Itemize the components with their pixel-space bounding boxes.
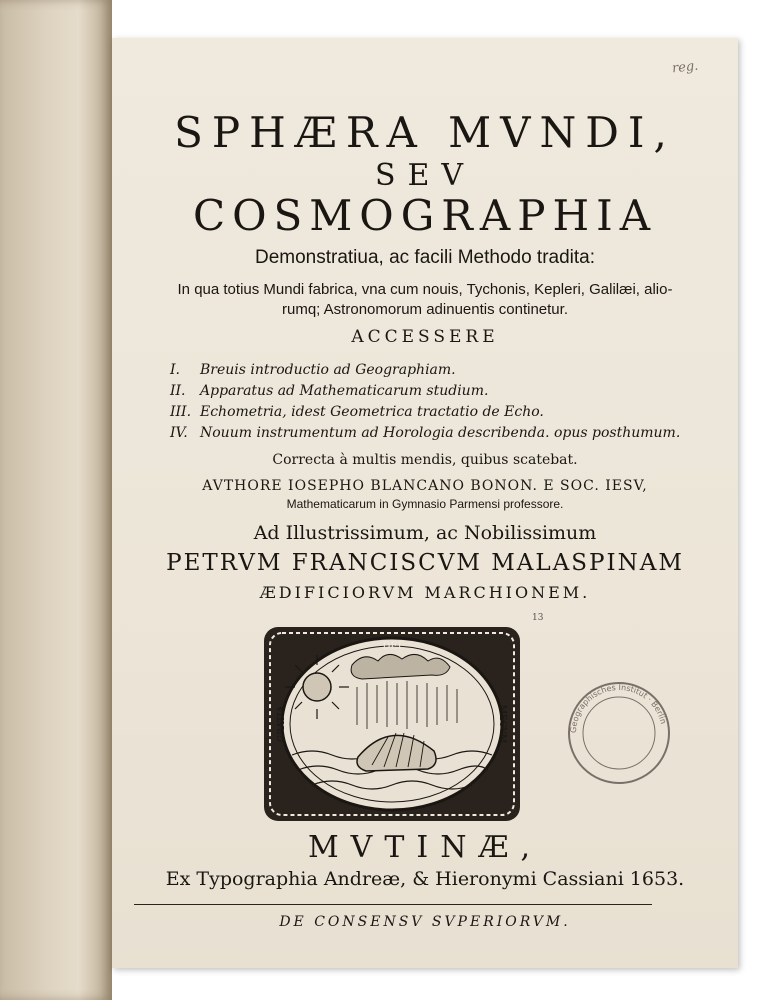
city-line: MVTINÆ, [307, 830, 543, 865]
dedication-line-3: ÆDIFICIORVM MARCHIONEM. [259, 583, 591, 602]
list-item-text: Echometria, idest Geometrica tractatio de Echo. [200, 404, 544, 420]
subtitle: Demonstratiua, ac facili Methodo tradita: [254, 247, 596, 268]
printer-line: Ex Typographia Andreæ, & Hieronymi Cassiani 1653. [165, 868, 685, 890]
handwritten-note: reg. [671, 58, 700, 77]
list-item [170, 381, 690, 402]
list-item [170, 402, 690, 423]
title-line-2: SEV [374, 158, 476, 193]
title-line-1: SPHÆRA MVNDI, [174, 108, 676, 157]
correcta-line: Correcta à multis mendis, quibus scatebat. [272, 452, 578, 468]
title-page [112, 38, 738, 968]
list-item-text: Breuis introductio ad Geographiam. [200, 362, 456, 378]
sun-cloud-shell-emblem-icon [262, 625, 522, 823]
title-line-3: COSMOGRAPHIA [192, 191, 658, 240]
list-item-numeral: I. [170, 362, 180, 378]
emblem-motto-top: DEI [382, 641, 402, 652]
dedication-line-2: PETRVM FRANCISCVM MALASPINAM [166, 550, 684, 576]
emblem-motto-left: GRATIA [277, 705, 287, 743]
list-item-numeral: IV. [170, 425, 188, 441]
dedication-line-1: Ad Illustrissimum, ac Nobilissimum [253, 522, 597, 544]
emblem-motto-right: MECVM [497, 704, 507, 744]
margin-number: 13 [532, 613, 544, 623]
description-line-2: rumq; Astronomorum adinuentis continetur. [282, 301, 568, 318]
license-line: DE CONSENSV SVPERIORVM. [279, 914, 571, 930]
list-item [170, 423, 690, 444]
accessere-heading: ACCESSERE [351, 327, 499, 347]
horizontal-rule [134, 904, 652, 905]
list-item-numeral: II. [170, 383, 186, 399]
list-item-numeral: III. [170, 404, 192, 420]
list-item-text: Apparatus ad Mathematicarum studium. [200, 383, 489, 399]
author-line: AVTHORE IOSEPHO BLANCANO BONON. E SOC. IESV, [202, 478, 648, 494]
description-line-1: In qua totius Mundi fabrica, vna cum nouis, Tychonis, Kepleri, Galilæi, alio- [177, 281, 673, 298]
list-item-text: Nouum instrumentum ad Horologia describenda. opus posthumum. [200, 425, 681, 441]
author-title: Mathematicarum in Gymnasio Parmensi professore. [286, 497, 564, 511]
stamp-text: Geographisches Institut · Berlin [568, 682, 668, 734]
book-spine [0, 0, 112, 1000]
list-item [170, 360, 690, 381]
library-stamp-icon [564, 678, 674, 788]
contents-list [170, 360, 690, 444]
